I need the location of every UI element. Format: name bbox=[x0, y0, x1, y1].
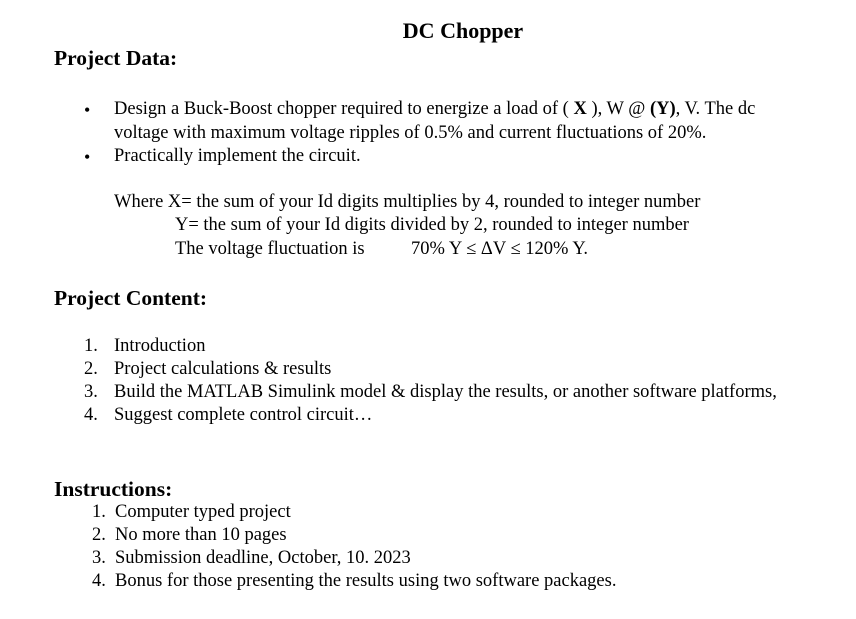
list-item-number: 2. bbox=[84, 359, 98, 379]
list-item: No more than 10 pages bbox=[115, 525, 287, 545]
list-item-number: 1. bbox=[84, 336, 98, 356]
list-item-number: 1. bbox=[92, 502, 106, 522]
bullet-1-line-2: voltage with maximum voltage ripples of 0.5% and current fluctuations of 20%. bbox=[114, 123, 707, 143]
document-title: DC Chopper bbox=[402, 18, 524, 43]
bullet-icon: • bbox=[84, 147, 91, 167]
list-item: Introduction bbox=[114, 336, 206, 356]
where-line-3-value: 70% Y ≤ ΔV ≤ 120% Y. bbox=[411, 239, 588, 259]
list-item-number: 3. bbox=[84, 382, 98, 402]
list-item: Bonus for those presenting the results using two software packages. bbox=[115, 571, 617, 591]
list-item-number: 3. bbox=[92, 548, 106, 568]
where-line-2: Y= the sum of your Id digits divided by 2, rounded to integer number bbox=[175, 215, 689, 235]
project-content-heading: Project Content: bbox=[54, 286, 208, 310]
list-item: Project calculations & results bbox=[114, 359, 332, 379]
list-item: Build the MATLAB Simulink model & display the results, or another software platforms, bbox=[114, 382, 777, 402]
list-item: Suggest complete control circuit… bbox=[114, 405, 373, 425]
list-item-number: 4. bbox=[84, 405, 98, 425]
list-item: Computer typed project bbox=[115, 502, 291, 522]
bullet-2-line-1: Practically implement the circuit. bbox=[114, 146, 361, 166]
where-line-1: Where X= the sum of your Id digits multiplies by 4, rounded to integer number bbox=[114, 192, 701, 212]
list-item-number: 2. bbox=[92, 525, 106, 545]
where-line-3-label: The voltage fluctuation is bbox=[175, 239, 365, 259]
bullet-1-line-1: Design a Buck-Boost chopper required to energize a load of ( X ), W @ (Y), V. The dc bbox=[114, 99, 756, 119]
bullet-icon: • bbox=[84, 100, 91, 120]
project-data-heading: Project Data: bbox=[54, 46, 178, 70]
list-item-number: 4. bbox=[92, 571, 106, 591]
list-item: Submission deadline, October, 10. 2023 bbox=[115, 548, 411, 568]
instructions-heading: Instructions: bbox=[54, 477, 173, 501]
